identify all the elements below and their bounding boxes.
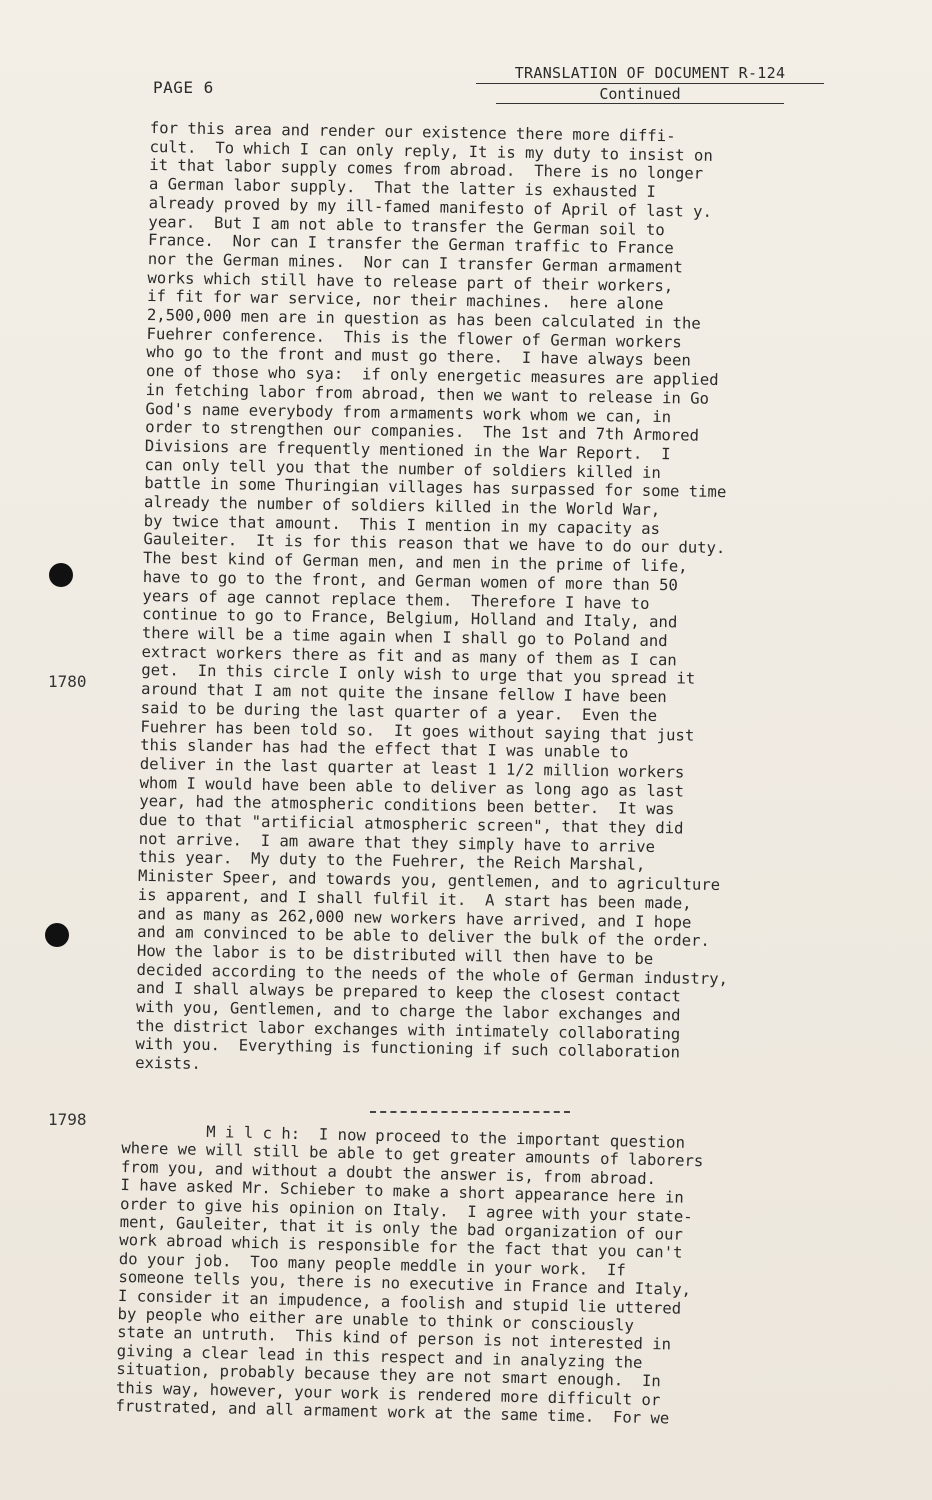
document-subtitle: Continued [496,85,784,104]
document-title: TRANSLATION OF DOCUMENT R-124 [476,64,824,84]
body-paragraph: M i l c h: I now proceed to the important question where we will still be able to get greater amounts of laborers from you, and without a doubt the answer is, from abroad. I have asked Mr. Schieber to make a short appearance here in order to give his opinion on Italy. I agree with your state- ment, Gauleiter, that it is only the bad organization of our work abroad which is responsible for the fact that you can't do your job. Too many people meddle in your work. If someone tells you, there is no executive in France and Italy, I consider it an impudence, a foolish and stupid lie uttered by people who either are unable to think or consciously state an untruth. This kind of person is not interested in giving a clear lead in this respect and in analyzing the situation, probably because they are not smart enough. In this way, however, your work is rendered more difficult or frustrated, and all armament work at the same time. For we [115,1121,704,1428]
margin-reference-number: 1798 [48,1110,87,1129]
page-number: PAGE 6 [153,78,214,97]
document-header [476,64,824,104]
punch-hole [45,923,69,947]
body-paragraph: for this area and render our existence there more diffi- cult. To which I can only reply, It is my duty to insist on it that labor supply comes from abroad. There is no longer a German labor supply. That the latter is exhausted I already proved by my ill-famed manifesto of April of last y. year. But I am not able to transfer the German soil to France. Nor can I transfer the German traffic to France nor the German mines. Nor can I transfer German armament works which still have to release part of their workers, if fit for war service, nor their machines. here alone 2,500,000 men are in question as has been calculated in the Fuehrer conference. This is the flower of German workers who go to the front and must go there. I have always been one of those who sya: if only energetic measures are applied in fetching labor from abroad, then we want to release in Go God's name everybody from armaments work whom we can, in order to strengthen our companies. The 1st and 7th Armored Divisions are frequently mentioned in the War Report. I can only tell you that the number of soldiers killed in battle in some Thuringian villages has surpassed for some time already the number of soldiers killed in the World War, by twice that amount. This I mention in my capacity as Gauleiter. It is for this reason that we have to do our duty. The best kind of German men, and men in the prime of life, have to go to the front, and German women of more than 50 years of age cannot replace them. Therefore I have to continue to go to France, Belgium, Holland and Italy, and there will be a time again when I shall go to Poland and extract workers there as fit and as many of them as I can get. In this circle I only wish to urge that you spread it around that I am not quite the insane fellow I have been said to be during the last quarter of a year. Even the Fuehrer has been told so. It goes without saying that just this slander has had the effect that I was unable to deliver in the last quarter at least 1 1/2 million workers whom I would have been able to deliver as long ago as last year, had the atmospheric conditions been better. It was due to that "artificial atmospheric screen", that they did not arrive. I am aware that they simply have to arrive this year. My duty to the Fuehrer, the Reich Marshal, Minister Speer, and towards you, gentlemen, and to agriculture is apparent, and I shall fulfil it. A start has been made, and as many as 262,000 new workers have arrived, and I hope and am convinced to be able to deliver the bulk of the order. How the labor is to be distributed will then have to be decided according to the needs of the whole of German industry, and I shall always be prepared to keep the closest contact with you, Gentlemen, and to charge the labor exchanges and the district labor exchanges with intimately collaborating with you. Everything is functioning if such collaboration exists. [135,119,729,1074]
punch-hole [49,563,73,587]
margin-reference-number: 1780 [48,672,87,691]
section-divider [370,1111,570,1113]
